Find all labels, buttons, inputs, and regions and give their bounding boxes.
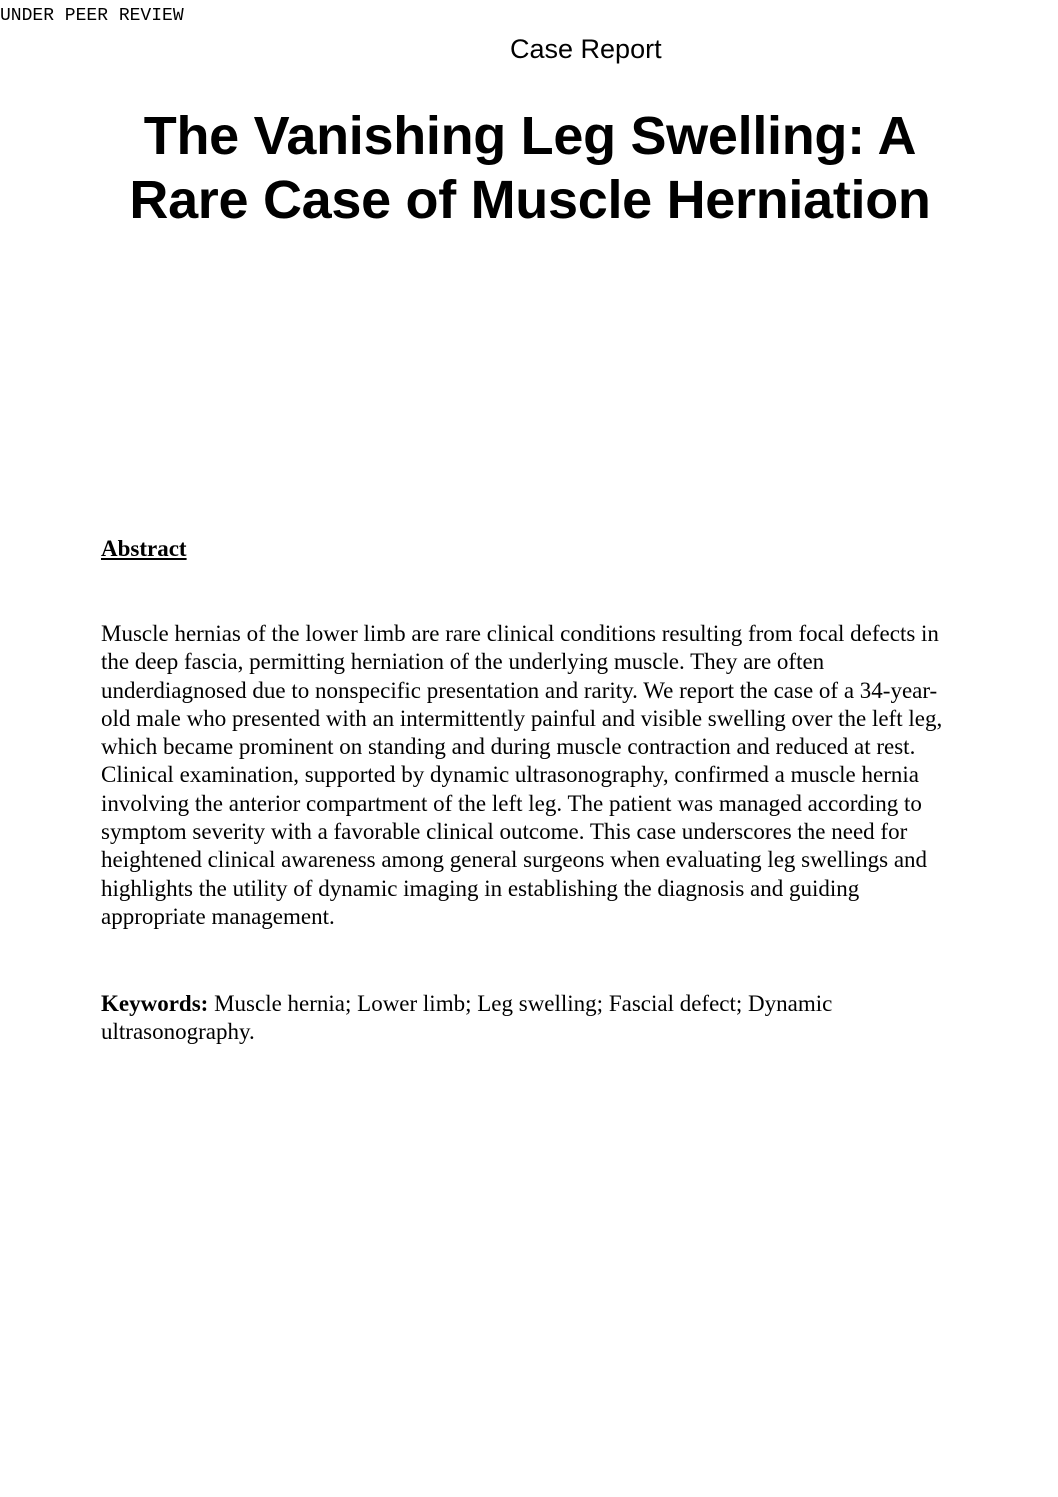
article-type-label: Case Report	[510, 34, 662, 64]
keywords-section	[101, 990, 963, 1047]
peer-review-stamp: UNDER PEER REVIEW	[0, 6, 184, 26]
paper-title: The Vanishing Leg Swelling: A Rare Case of Muscle Herniation	[129, 106, 931, 230]
abstract-heading: Abstract	[101, 536, 187, 561]
keywords-text: Muscle hernia; Lower limb; Leg swelling; Fascial defect; Dynamic ultrasonography.	[101, 991, 833, 1045]
keywords-label: Keywords:	[101, 991, 209, 1016]
abstract-body: Muscle hernias of the lower limb are rare clinical conditions resulting from focal defects in the deep fascia, permitting herniation of the underlying muscle. They are often underdiagnosed due to nonspecific presentation and rarity. We report the case of a 34-year-old male who presented with an intermittently painful and visible swelling over the left leg, which became prominent on standing and during muscle contraction and reduced at rest. Clinical examination, supported by dynamic ultrasonography, confirmed a muscle hernia involving the anterior compartment of the left leg. The patient was managed according to symptom severity with a favorable clinical outcome. This case underscores the need for heightened clinical awareness among general surgeons when evaluating leg swellings and highlights the utility of dynamic imaging in establishing the diagnosis and guiding appropriate management.	[101, 621, 943, 929]
